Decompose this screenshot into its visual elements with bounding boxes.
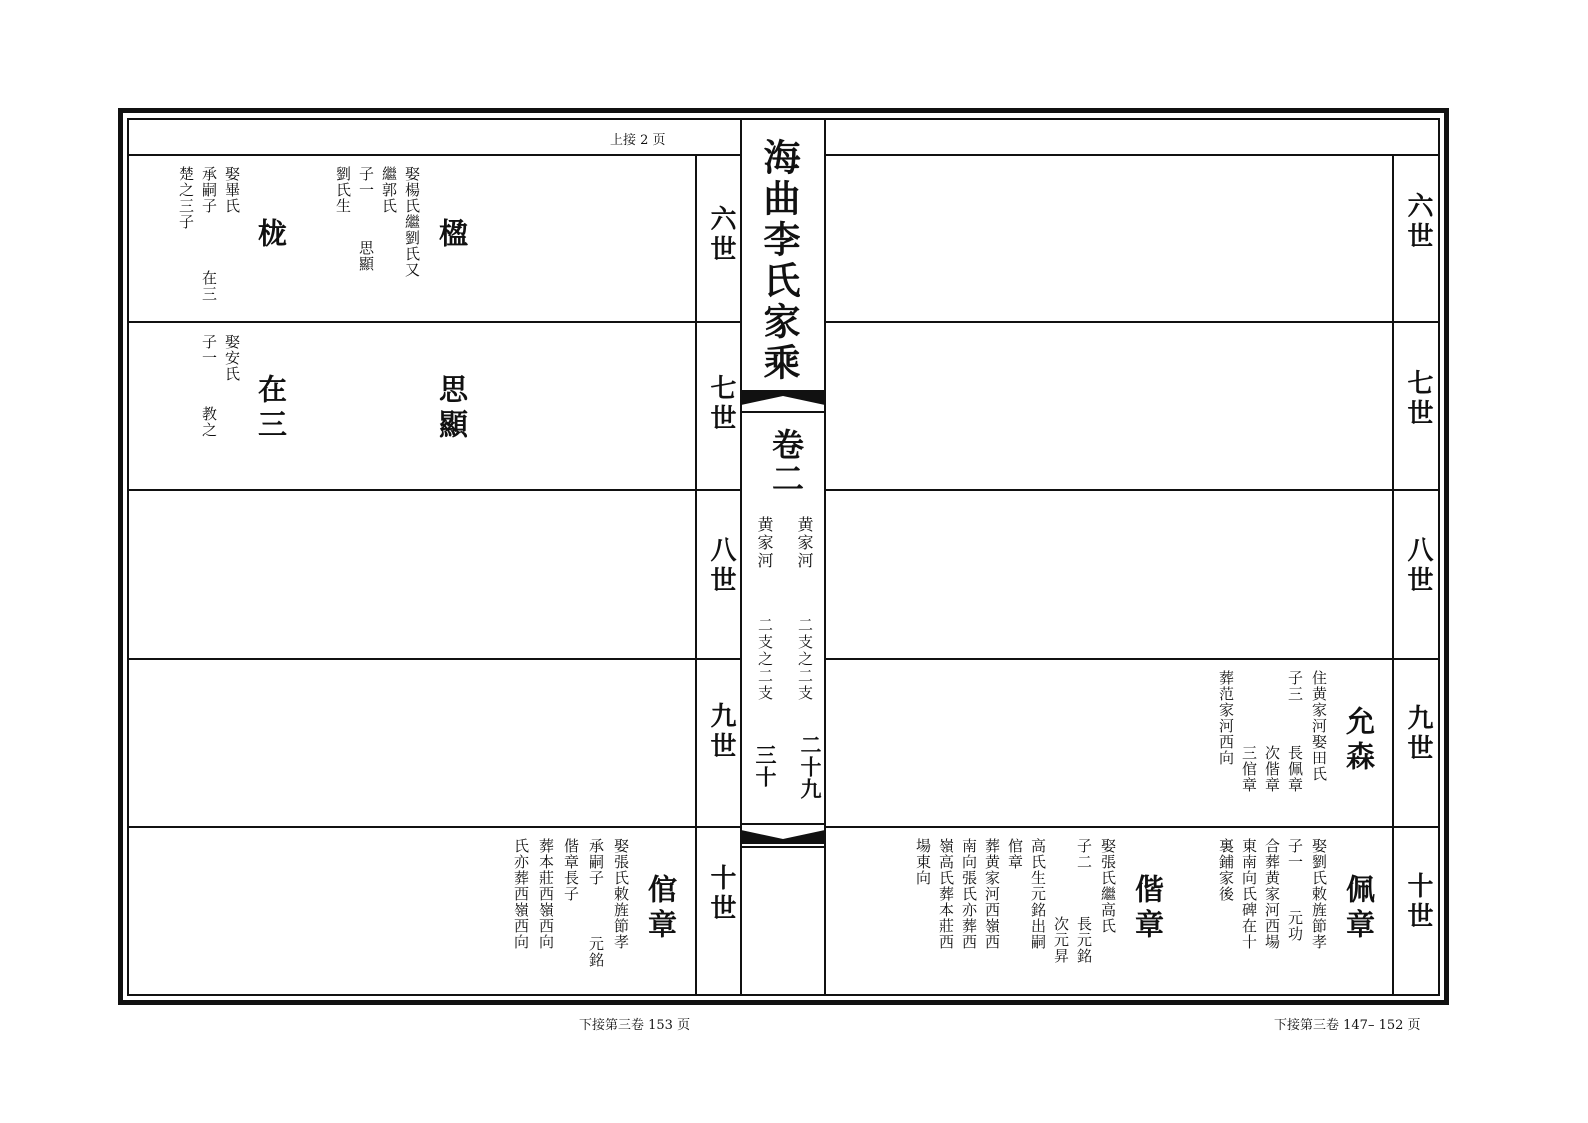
person-name: 倌章	[644, 874, 678, 944]
person-note: 嶺高氏葬本莊西	[937, 838, 955, 950]
gen-label-8-left: 八世	[706, 536, 736, 596]
left-row-line	[127, 826, 740, 828]
spine-left-border	[740, 118, 742, 996]
header-continuation: 上接 2 页	[610, 133, 666, 148]
spine-top-ornament	[741, 392, 825, 414]
spine-branch-left: 二支之二支	[756, 617, 774, 702]
person-note: 娶畢氏	[223, 166, 241, 214]
person-note: 子三	[1286, 670, 1304, 702]
person-name: 栊	[254, 218, 288, 253]
spine-place-left: 黄家河	[755, 516, 774, 570]
person-note: 場東向	[914, 838, 932, 886]
gen-label-7-right: 七世	[1403, 369, 1433, 429]
person-note: 娶安氏	[223, 334, 241, 382]
spine-right-border	[824, 118, 826, 996]
person-note: 高氏生元銘出嗣	[1029, 838, 1047, 950]
spine-title: 海曲李氏家乘	[757, 138, 801, 384]
left-row-line	[127, 658, 740, 660]
left-header-line	[127, 154, 740, 156]
person-note: 子二	[1075, 838, 1093, 870]
person-note: 子一	[1286, 838, 1304, 870]
person-note: 倌章	[1006, 838, 1024, 870]
person-note: 葬本莊西嶺西向	[537, 838, 555, 950]
person-note: 偕章長子	[562, 838, 580, 902]
person-note: 合葬黄家河西場	[1263, 838, 1281, 950]
spine-volume: 卷二	[767, 428, 805, 496]
right-row-line	[826, 321, 1440, 323]
person-note: 承嗣子	[200, 166, 218, 214]
spine-branch-right: 二支之二支	[796, 617, 814, 702]
left-row-line	[127, 321, 740, 323]
person-name: 楹	[435, 218, 469, 253]
person-note: 承嗣子	[587, 838, 605, 886]
person-name: 佩章	[1342, 874, 1376, 944]
person-note: 劉氏生	[334, 166, 352, 214]
person-note: 楚之三子	[177, 166, 195, 230]
person-child: 教之	[200, 406, 218, 438]
person-note: 娶張氏敕旌節孝	[612, 838, 630, 950]
gen-label-8-right: 八世	[1403, 536, 1433, 596]
person-son: 長元銘	[1075, 916, 1093, 964]
spine-page-left: 三十	[753, 744, 778, 788]
person-note: 南向張氏亦葬西	[960, 838, 978, 950]
gen-label-10-left: 十世	[706, 864, 736, 924]
gen-label-7-left: 七世	[706, 374, 736, 434]
person-note: 子一	[200, 334, 218, 366]
left-row-line	[127, 489, 740, 491]
spine-place-right: 黄家河	[795, 516, 814, 570]
person-note: 子一	[357, 166, 375, 198]
person-note: 葬黄家河西嶺西	[983, 838, 1001, 950]
left-gen-divider	[695, 155, 697, 996]
spine-bottom-ornament	[741, 822, 825, 844]
person-note: 葬范家河西向	[1217, 670, 1235, 766]
person-note: 裏鋪家後	[1217, 838, 1235, 902]
person-name: 允森	[1342, 706, 1376, 776]
gen-label-10-right: 十世	[1403, 872, 1433, 932]
person-child: 思顯	[357, 240, 375, 272]
footer-continuation-left: 下接第三卷 153 页	[579, 1018, 691, 1033]
spine-line	[740, 846, 826, 848]
person-note: 娶楊氏繼劉氏又	[403, 166, 421, 278]
person-child: 在三	[200, 270, 218, 302]
person-note: 住黄家河娶田氏	[1310, 670, 1328, 782]
gen-label-9-right: 九世	[1403, 704, 1433, 764]
person-name: 思顯	[435, 374, 469, 444]
right-row-line	[826, 489, 1440, 491]
person-note: 娶張氏繼高氏	[1099, 838, 1117, 934]
right-row-line	[826, 826, 1440, 828]
gen-label-9-left: 九世	[706, 702, 736, 762]
person-note: 娶劉氏敕旌節孝	[1310, 838, 1328, 950]
person-child: 元銘	[587, 936, 605, 968]
person-note: 氏亦葬西嶺西向	[512, 838, 530, 950]
person-name: 在三	[254, 374, 288, 444]
person-child: 元功	[1286, 910, 1304, 942]
right-row-line	[826, 658, 1440, 660]
gen-label-6-left: 六世	[706, 205, 736, 265]
person-name: 偕章	[1131, 874, 1165, 944]
person-son: 次偕章	[1263, 745, 1281, 793]
person-note: 東南向氏碑在十	[1240, 838, 1258, 950]
person-son: 長佩章	[1286, 745, 1304, 793]
spine-page-right: 二十九	[798, 734, 823, 800]
right-header-line	[826, 154, 1440, 156]
gen-label-6-right: 六世	[1403, 192, 1433, 252]
right-gen-divider	[1392, 155, 1394, 996]
person-son: 三倌章	[1240, 745, 1258, 793]
person-note: 繼郭氏	[380, 166, 398, 214]
footer-continuation-right: 下接第三卷 147– 152 页	[1274, 1018, 1421, 1033]
person-son: 次元昇	[1052, 916, 1070, 964]
